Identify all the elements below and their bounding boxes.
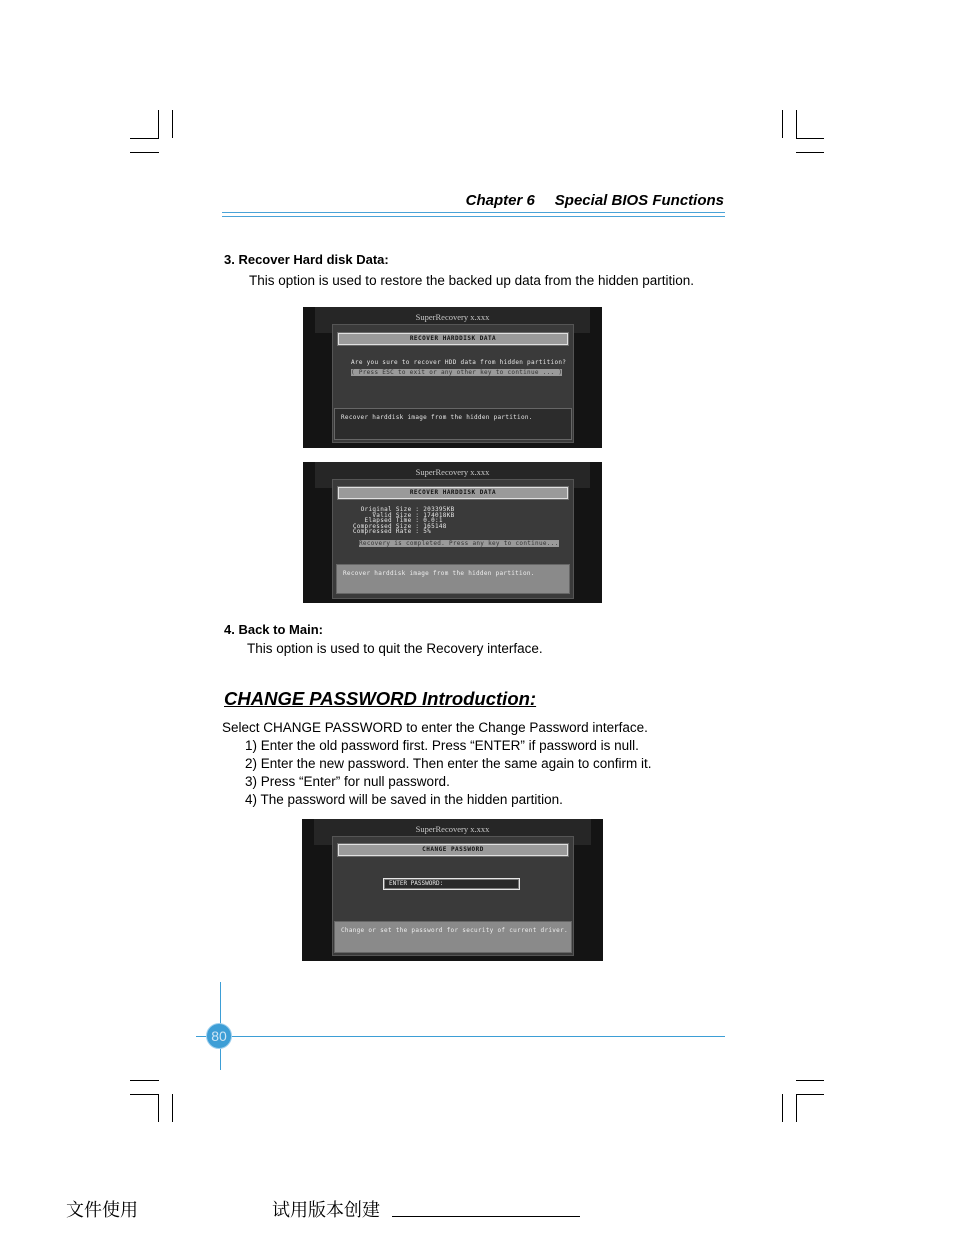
stat-row: Elapsed Time : 0.0:1 [345,517,443,524]
header-rule-top [222,212,725,213]
item4-text: This option is used to quit the Recovery interface. [247,641,543,656]
bios-screenshot-recover-confirm [303,307,602,448]
hint-box [334,408,572,440]
step-item: 2) Enter the new password. Then enter the same again to confirm it. [245,756,652,771]
header-section: Special BIOS Functions [554,192,724,209]
hint-box [334,921,572,953]
password-input[interactable]: ENTER PASSWORD: [383,878,520,890]
hint-text: Change or set the password for security of current driver. [341,927,568,934]
confirm-question: Are you sure to recover HDD data from hidden partition? [351,359,567,366]
stats-list [345,507,455,535]
stat-row: Valid Size : 174018KB [345,511,455,519]
header-rule-bottom [222,216,725,217]
screen-heading-bar: RECOVER HARDDISK DATA [338,333,568,345]
screen-title: SuperRecovery x.xxx [315,307,590,333]
main-panel [332,836,574,956]
footer-right-text: 试用版本创建 [272,1200,380,1221]
item3-text: This option is used to restore the backed up data from the hidden partition. [249,273,695,288]
step-item: 1) Enter the old password first. Press “ENTER” if password is null. [245,738,639,753]
screen-title: SuperRecovery x.xxx [314,819,591,845]
hint-text: Recover harddisk image from the hidden partition. [341,414,533,421]
page-horizontal-rule [196,1036,725,1037]
bios-screenshot-recover-complete [303,462,602,603]
running-header [466,192,724,209]
change-password-intro: Select CHANGE PASSWORD to enter the Change Password interface. [222,720,648,735]
status-message: Recovery is completed. Press any key to continue... [359,540,559,547]
hint-box [336,564,570,594]
confirm-instructions: ( Press ESC to exit or any other key to continue ... ) [351,369,563,376]
main-panel [332,479,574,599]
header-chapter: Chapter 6 [465,192,535,209]
footer-underline [392,1216,580,1217]
screen-heading-bar: RECOVER HARDDISK DATA [338,487,568,499]
screen-title: SuperRecovery x.xxx [315,462,590,488]
step-item: 4) The password will be saved in the hidden partition. [245,792,563,807]
bios-screenshot-change-password [302,819,603,961]
hint-text: Recover harddisk image from the hidden partition. [343,570,535,577]
main-panel [332,324,574,443]
step-item: 3) Press “Enter” for null password. [245,774,450,789]
stat-row: Compressed Size : 165148 [345,522,447,530]
footer-left-text: 文件使用 [66,1200,138,1221]
stat-row: Compressed Rate : 5% [345,528,432,535]
item4-heading: 4. Back to Main: [224,622,323,637]
item3-heading: 3. Recover Hard disk Data: [224,252,389,267]
screen-heading-bar: CHANGE PASSWORD [338,844,568,856]
stat-row: Original Size : 203395KB [345,506,455,513]
change-password-title: CHANGE PASSWORD Introduction: [224,688,537,709]
page-number: 80 [206,1023,232,1049]
